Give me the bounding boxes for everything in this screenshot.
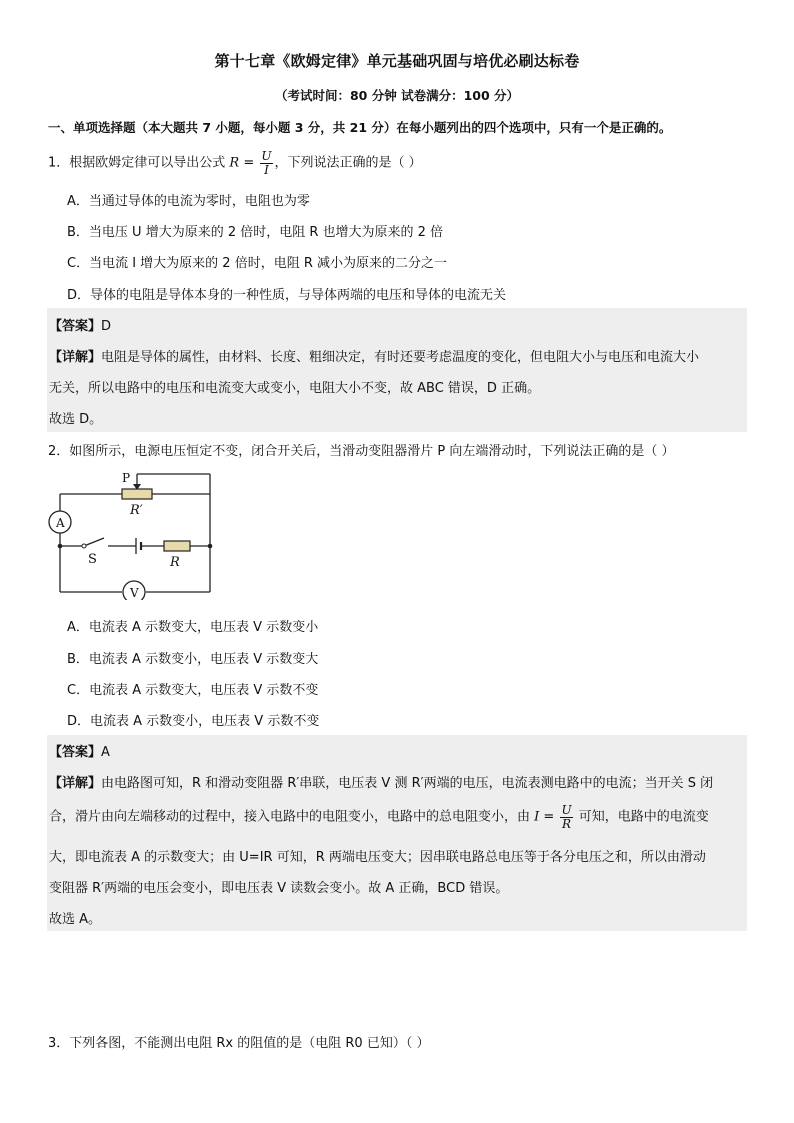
question-2-option-a[interactable]: A．电流表 A 示数变大，电压表 V 示数变小 [67,620,319,635]
slider-label: P [122,471,131,485]
question-1-prefix: 1．根据欧姆定律可以导出公式 [48,155,230,171]
question-2-option-b[interactable]: B．电流表 A 示数变小，电压表 V 示数变大 [67,652,319,667]
switch-label: S [88,552,97,567]
rheostat-body [122,489,152,499]
question-2-detail-line [49,804,709,830]
detail-text: 由电路图可知，R 和滑动变阻器 R′串联，电压表 V 测 R′两端的电压，电流表测电路中的电流；当开关 S 闭 [101,776,714,791]
question-1-option-a[interactable]: A．当通过导体的电流为零时，电阻也为零 [67,194,310,209]
page-title: 第十七章《欧姆定律》单元基础巩固与培优必刷达标卷 [214,52,580,70]
formula-numerator: U [261,149,272,163]
switch-pivot [82,544,86,548]
question-2-conclusion: 故选 A。 [49,912,102,927]
exam-info: （考试时间：80 分钟 试卷满分：100 分） [274,88,520,103]
question-1-option-d[interactable]: D．导体的电阻是导体本身的一种性质，与导体两端的电压和导体的电流无关 [67,288,507,303]
formula-equals: = [239,155,259,171]
question-1-option-c[interactable]: C．当电流 I 增大为原来的 2 倍时，电阻 R 减小为原来的二分之一 [67,256,448,271]
formula-lhs: R [229,155,240,171]
question-1-suffix: ，下列说法正确的是（ ） [274,155,422,171]
ammeter-label: A [56,516,65,530]
question-2-option-c[interactable]: C．电流表 A 示数变大，电压表 V 示数不变 [67,683,319,698]
question-3-stem: 3．下列各图，不能测出电阻 Rx 的阻值的是（电阻 R0 已知）（ ） [48,1036,430,1051]
detail-tag: 【详解】 [49,350,102,365]
question-1-option-b[interactable]: B．当电压 U 增大为原来的 2 倍时，电阻 R 也增大为原来的 2 倍 [67,225,444,240]
question-1-answer-box [47,308,747,432]
resistor-body [164,541,190,551]
question-2-answer [49,741,110,760]
voltmeter-label: V [130,586,139,600]
question-2-option-d[interactable]: D．电流表 A 示数变小，电压表 V 示数不变 [67,714,320,729]
formula-denominator: I [264,162,269,177]
detail-text: 合，滑片由向左端移动的过程中，接入电路中的电阻变小，电路中的总电阻变小，由 [49,809,535,825]
junction-dot [58,544,63,549]
answer-value: D [101,319,112,334]
detail-text: 可知，电路中的电流变 [574,809,709,825]
section-heading: 一、单项选择题（本大题共 7 小题，每小题 3 分，共 21 分）在每小题列出的四个选项中，只有一个是正确的。 [48,120,672,135]
answer-tag: 【答案】 [49,745,102,760]
detail-text: 电阻是导体的属性，由材料、长度、粗细决定，有时还要考虑温度的变化，但电阻大小与电压和电流大小 [101,350,700,365]
formula-fraction [560,804,572,830]
formula-denominator: R [561,816,572,831]
question-1-conclusion: 故选 D。 [49,412,103,427]
formula-fraction [260,150,272,176]
formula-lhs: I [534,809,540,825]
formula-equals: = [539,809,559,825]
question-1-detail-line [49,346,699,365]
resistor-label: R [170,555,180,570]
question-2-stem: 2．如图所示，电源电压恒定不变，闭合开关后，当滑动变阻器滑片 P 向左端滑动时，下列说法正确的是（ ） [48,444,675,459]
question-2-answer-box [47,735,747,931]
question-1-detail-line: 无关，所以电路中的电压和电流变大或变小，电阻大小不变，故 ABC 错误，D 正确。 [49,381,541,396]
formula-numerator: U [561,803,572,817]
question-2-detail-line [49,772,713,791]
question-2-detail-line: 大，即电流表 A 的示数变大；由 U=IR 可知，R 两端电压变大；因串联电路总电压等于各分电压之和，所以由滑动 [49,850,706,865]
rheostat-label: R′ [130,503,143,518]
question-1-answer [49,315,111,334]
switch-blade [84,538,104,546]
answer-tag: 【答案】 [49,319,102,334]
detail-tag: 【详解】 [49,776,102,791]
question-1-stem [48,150,422,176]
circuit-diagram [44,470,219,600]
question-2-detail-line: 变阻器 R′两端的电压会变小，即电压表 V 读数会变小。故 A 正确，BCD 错误。 [49,881,509,896]
answer-value: A [101,745,110,760]
junction-dot [208,544,213,549]
